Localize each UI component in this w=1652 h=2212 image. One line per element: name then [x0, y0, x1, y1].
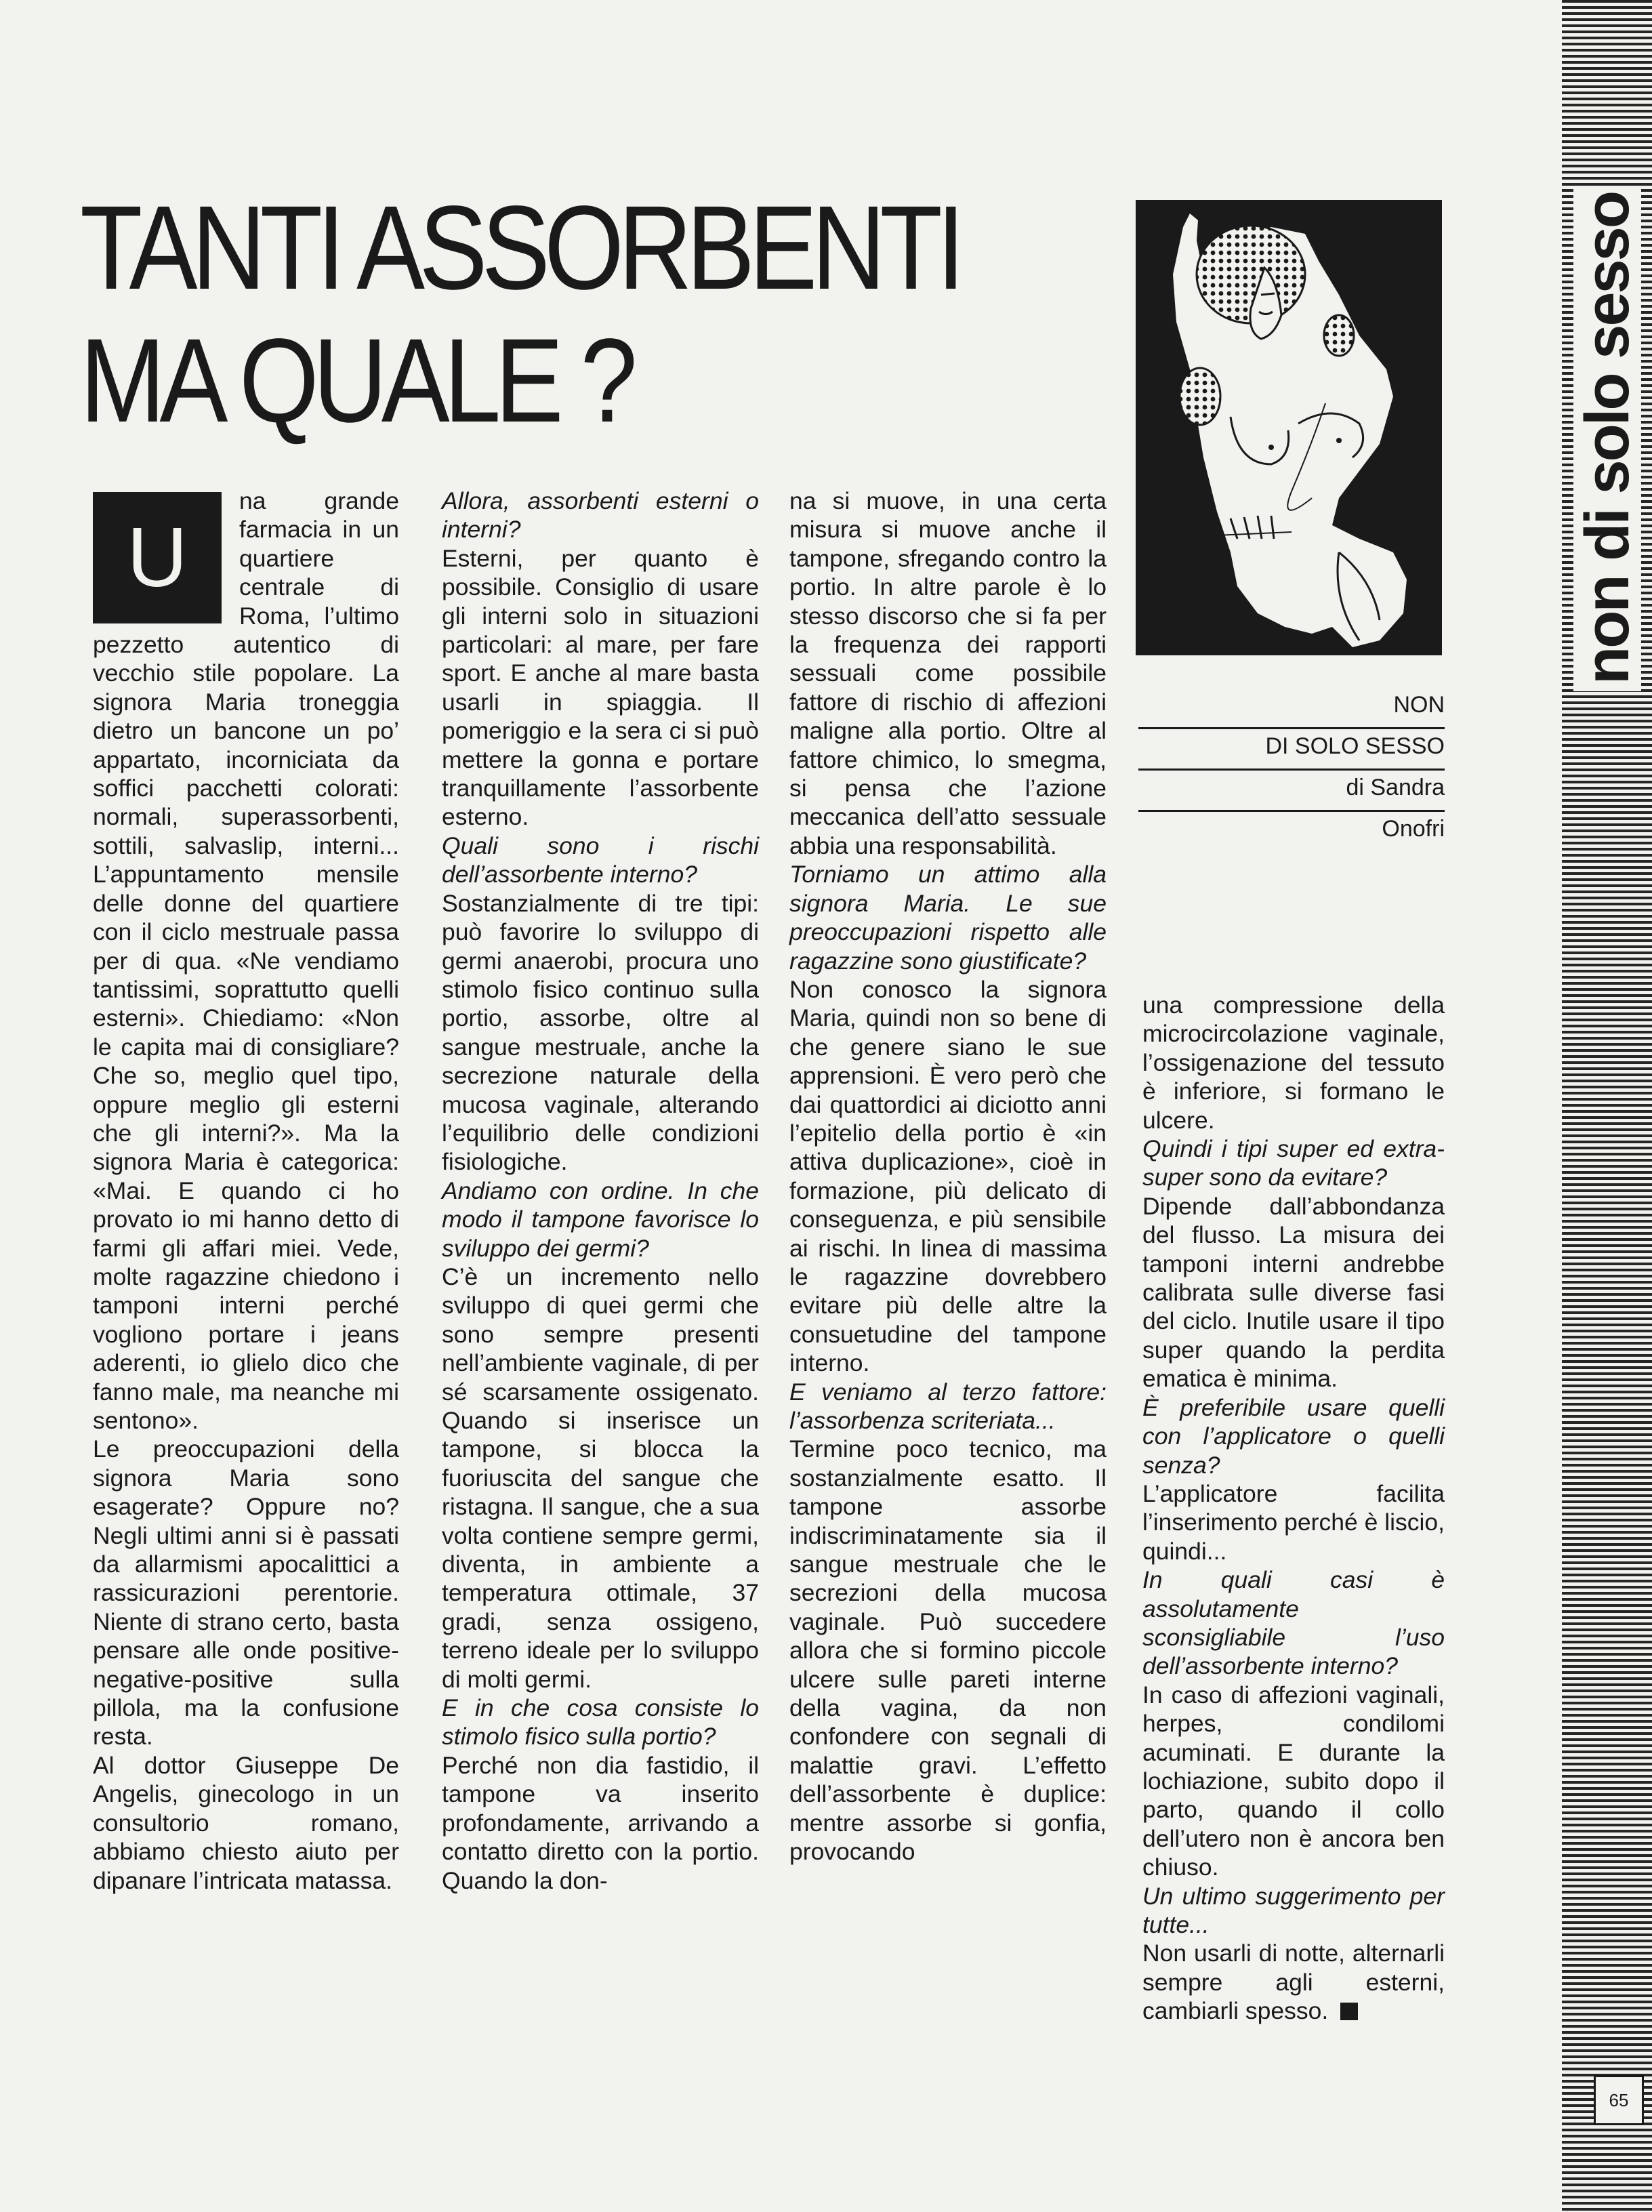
- interview-question: E veniamo al terzo fattore: l’assorbenza scriteriata...: [789, 1378, 1107, 1434]
- section-label-text: non di solo sesso: [1573, 186, 1641, 691]
- body-paragraph: Dipende dall’abbondanza del flusso. La misura dei tamponi interni andrebbe calibrata sulle diverse fasi del ciclo. Inutile usare il tipo super quando la perdita ematica è minima.: [1142, 1192, 1445, 1393]
- interview-question: E in che cosa consiste lo stimolo fisico sulla portio?: [442, 1694, 759, 1750]
- body-paragraph: L’applicatore facilita l’inserimento perché è liscio, quindi...: [1142, 1479, 1445, 1565]
- body-paragraph: Sostanzialmente di tre tipi: può favorire lo sviluppo di germi anaerobi, procura uno stimolo fisico continuo sulla portio, assorbe, oltre al sangue mestruale, anche la secrezione naturale della mucosa vaginale, alterando l’equilibrio delle condizioni fisiologiche.: [442, 889, 759, 1176]
- interview-question: In quali casi è assolutamente sconsigliabile l’uso dell’assorbente interno?: [1142, 1566, 1445, 1680]
- interview-question: Quali sono i rischi dell’assorbente interno?: [442, 832, 759, 888]
- text-column-1: [93, 487, 399, 1895]
- body-paragraph: na grande farmacia in un quartiere centrale di Roma, l’ultimo pezzetto autentico di vecchio stile popolare. La signora Maria troneggia dietro un bancone un po’ appartato, incorniciata da soffici pacchetti colorati: normali, superassorbenti, sottili, salvaslip, interni... L’appuntamento mensile delle donne del quartiere con il ciclo mestruale passa per di qua. «Ne vendiamo tantissimi, soprattutto quelli esterni». Chiediamo: «Non le capita mai di consigliare? Che so, meglio quel tipo, oppure meglio gli esterni che gli interni?». Ma la signora Maria è categorica: «Mai. E quando ci ho provato io mi hanno detto di farmi gli affari miei. Vede, molte ragazzine chiedono i tamponi interni perché vogliono portare i jeans aderenti, io glielo dico che fanno male, ma neanche mi sentono».: [93, 487, 399, 1434]
- interview-question: Torniamo un attimo alla signora Maria. Le sue preoccupazioni rispetto alle ragazzine sono giustificate?: [789, 861, 1107, 975]
- body-paragraph: una compressione della microcircolazione vaginale, l’ossigenazione del tessuto è inferiore, si formano le ulcere.: [1142, 991, 1445, 1134]
- text-column-4: [1142, 991, 1445, 2026]
- illustration: [1136, 200, 1442, 655]
- body-paragraph: Esterni, per quanto è possibile. Consiglio di usare gli interni solo in situazioni particolari: al mare, per fare sport. E anche al mare basta usarli in spiaggia. Il pomeriggio e la sera ci si può mettere la gonna e portare tranquillamente l’assorbente esterno.: [442, 544, 759, 831]
- text-column-3: [789, 487, 1107, 1866]
- interview-question: Allora, assorbenti esterni o interni?: [442, 487, 759, 544]
- body-paragraph: Non conosco la signora Maria, quindi non so bene di che genere siano le sue apprensioni. È vero però che dai quattordici ai diciotto anni l’epitelio della portio è «in attiva duplicazione», cioè in formazione, più delicato di conseguenza, e più sensibile ai rischi. In linea di massima le ragazzine dovrebbero evitare più delle altre la consuetudine del tampone interno.: [789, 975, 1107, 1377]
- woman-illustration-icon: [1136, 200, 1442, 655]
- byline-line-3: di Sandra: [1138, 771, 1445, 812]
- body-paragraph: Termine poco tecnico, ma sostanzialmente esatto. Il tampone assorbe indiscriminatamente sia il sangue mestruale che le secrezioni della mucosa vaginale. Può succedere allora che si formino piccole ulcere sulle pareti interne della vagina, da non confondere con segnali di malattie gravi. L’effetto dell’assorbente è duplice: mentre assorbe si gonfia, provocando: [789, 1435, 1107, 1866]
- body-paragraph: Perché non dia fastidio, il tampone va inserito profondamente, arrivando a contatto diretto con la portio. Quando la don-: [442, 1751, 759, 1894]
- column-4-body: [1142, 991, 1445, 2026]
- body-paragraph: In caso di affezioni vaginali, herpes, condilomi acuminati. E durante la lochiazione, subito dopo il parto, quando il collo dell’utero non è ancora ben chiuso.: [1142, 1681, 1445, 1881]
- interview-question: Andiamo con ordine. In che modo il tampone favorisce lo sviluppo dei germi?: [442, 1176, 759, 1262]
- page-number: 65: [1594, 2075, 1644, 2125]
- byline-line-4: Onofri: [1382, 816, 1445, 842]
- byline-line-1: NON: [1138, 688, 1445, 729]
- title-line-2: MA QUALE ?: [80, 314, 632, 447]
- body-paragraph: na si muove, in una certa misura si muove anche il tampone, sfregando contro la portio. In altre parole è lo stesso discorso che si fa per la frequenza dei rapporti sessuali come possibile fattore di rischio di affezioni maligne alla portio. Oltre al fattore chimico, lo smegma, si pensa che l’azione meccanica dell’atto sessuale abbia una responsabilità.: [789, 487, 1107, 859]
- interview-question: Quindi i tipi super ed extra-super sono da evitare?: [1142, 1135, 1445, 1191]
- text-column-2: [442, 487, 759, 1895]
- body-paragraph: Le preoccupazioni della signora Maria sono esagerate? Oppure no? Negli ultimi anni si è passati da allarmismi apocalittici a rassicurazioni perentorie. Niente di strano certo, basta pensare alle onde positive-negative-positive sulla pillola, ma la confusione resta.: [93, 1435, 399, 1750]
- drop-cap: U: [93, 492, 222, 623]
- body-paragraph: Non usarli di notte, alternarli sempre agli esterni, cambiarli spesso.: [1142, 1940, 1445, 2025]
- interview-question: È preferibile usare quelli con l’applicatore o quelli senza?: [1142, 1393, 1445, 1479]
- end-mark-icon: [1340, 2003, 1358, 2020]
- byline: [1138, 688, 1445, 851]
- interview-question: Un ultimo suggerimento per tutte...: [1142, 1882, 1445, 1938]
- title-line-1: TANTI ASSORBENTI: [80, 182, 959, 314]
- column-1-body: [93, 487, 399, 1895]
- body-paragraph: Al dottor Giuseppe De Angelis, ginecologo in un consultorio romano, abbiamo chiesto aiuto per dipanare l’intricata matassa.: [93, 1751, 399, 1894]
- byline-line-2: DI SOLO SESSO: [1138, 729, 1445, 771]
- body-paragraph: C’è un incremento nello sviluppo di quei germi che sono sempre presenti nell’ambiente vaginale, di per sé scarsamente ossigenato. Quando si inserisce un tampone, si blocca la fuoriuscita del sangue che ristagna. Il sangue, che a sua volta contiene sempre germi, diventa, in ambiente a temperatura ottimale, 37 gradi, senza ossigeno, terreno ideale per lo sviluppo di molti germi.: [442, 1263, 759, 1693]
- article-title: [80, 182, 1137, 447]
